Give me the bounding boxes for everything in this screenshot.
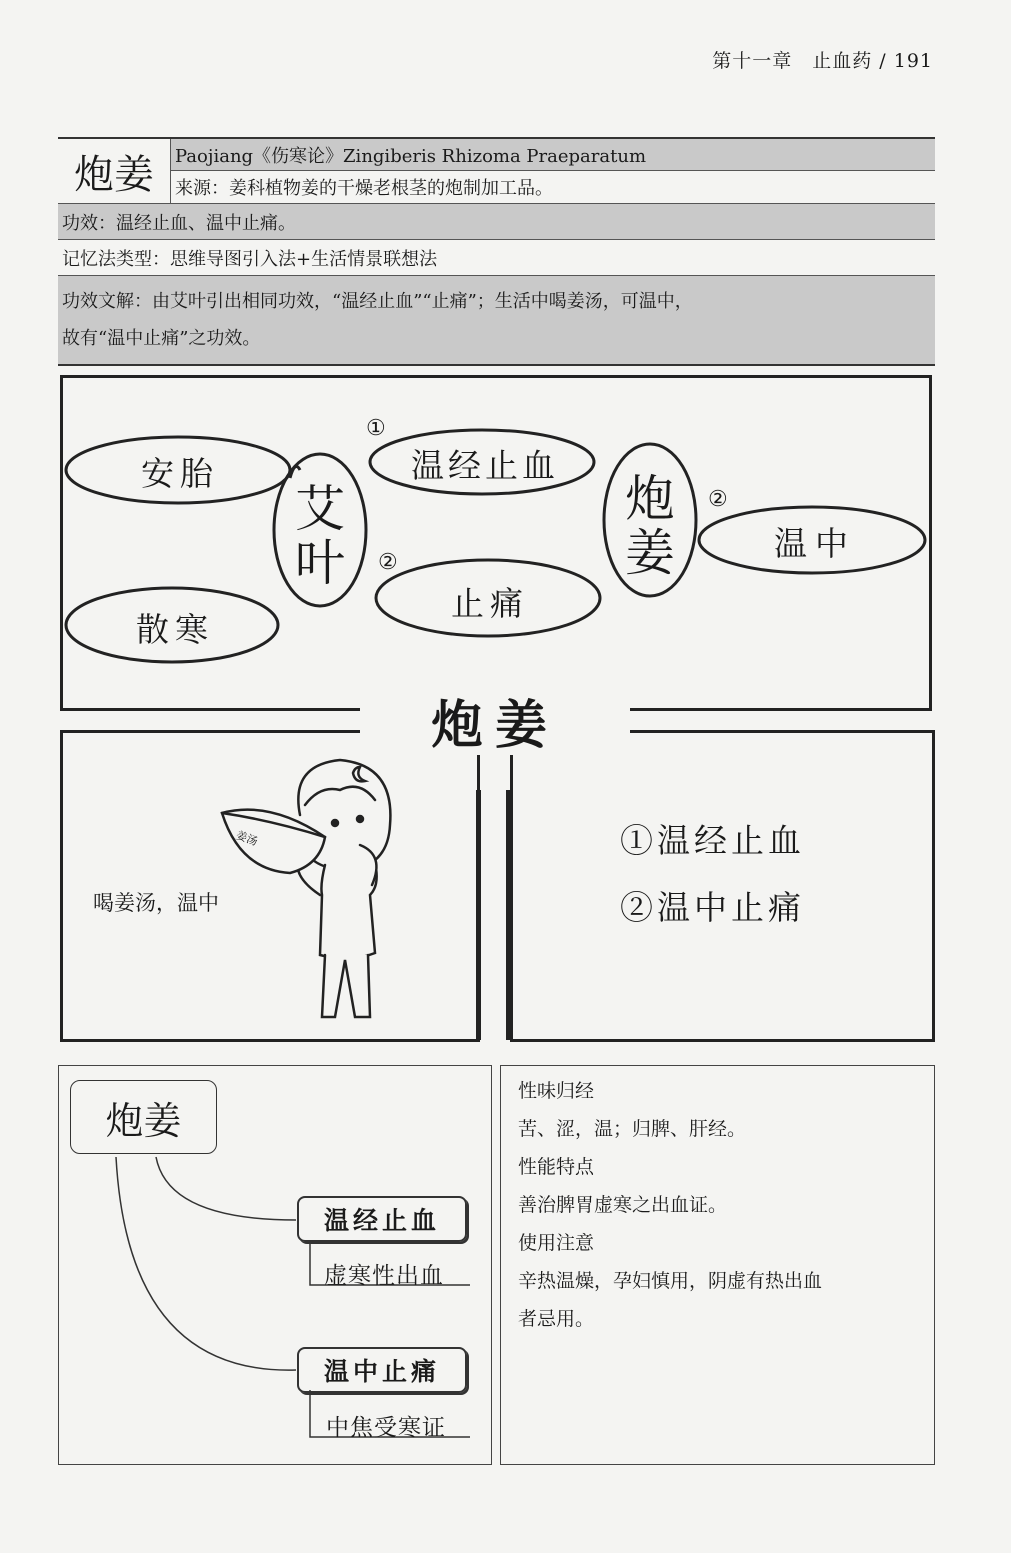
marker-two: ② <box>378 550 398 575</box>
effect-item: ①温经止血 <box>620 821 805 860</box>
explanation-line: 功效文解：由艾叶引出相同功效，“温经止血”“止痛”；生活中喝姜汤，可温中， <box>62 291 693 312</box>
herb-info-table <box>58 137 935 366</box>
bowl-label: 姜汤 <box>234 828 260 849</box>
eye <box>332 820 338 826</box>
wenzhong-label: 温中 <box>774 524 856 563</box>
herb-name: 炮姜 <box>58 139 171 203</box>
pinyin-line: Paojiang《伤寒论》Zingiberis Rhizoma Praeparatum <box>171 139 935 171</box>
person-drinking-illustration <box>210 745 430 1025</box>
divider <box>506 790 511 1040</box>
notes-text: 者忌用。 <box>518 1308 595 1330</box>
illustration-caption: 喝姜汤，温中 <box>93 891 219 915</box>
zhitong-label: 止痛 <box>451 584 529 623</box>
tree-branch: 温中止痛 <box>297 1347 467 1393</box>
notes-heading: 性味归经 <box>518 1080 595 1102</box>
tree-branch: 温经止血 <box>297 1196 467 1242</box>
page-header: 第十一章 止血药 / 191 <box>712 50 933 72</box>
notes-text: 辛热温燥，孕妇慎用，阴虚有热出血 <box>518 1270 823 1292</box>
sanhan-label: 散寒 <box>136 610 214 649</box>
divider <box>476 790 481 1040</box>
explanation-line: 故有“温中止痛”之功效。 <box>62 328 261 349</box>
wenjing-label: 温经止血 <box>411 446 559 485</box>
center-title: 炮姜 <box>360 685 630 755</box>
tree-branch-line <box>116 1157 296 1370</box>
aiye-label: 艾叶 <box>295 480 345 592</box>
tree-leaf: 中焦受寒证 <box>326 1415 446 1441</box>
anta-label: 安胎 <box>141 454 219 493</box>
paojiang-label: 炮姜 <box>625 470 675 582</box>
torso-outline <box>320 863 377 959</box>
tree-root: 炮姜 <box>70 1080 217 1154</box>
efficacy-line: 功效：温经止血、温中止痛。 <box>58 204 935 240</box>
marker-two: ② <box>708 487 728 512</box>
notes-heading: 使用注意 <box>518 1232 595 1254</box>
notes-text: 善治脾胃虚寒之出血证。 <box>518 1194 728 1216</box>
effect-item: ②温中止痛 <box>620 888 805 927</box>
marker-one: ① <box>366 416 386 441</box>
explanation-block <box>58 276 935 366</box>
tree-branch-line <box>156 1157 296 1220</box>
memory-type-line: 记忆法类型：思维导图引入法+生活情景联想法 <box>58 240 935 276</box>
tree-leaf: 虚寒性出血 <box>324 1263 444 1289</box>
legs-outline <box>322 955 370 1017</box>
notes-text: 苦、涩，温；归脾、肝经。 <box>518 1118 747 1140</box>
notes-content <box>518 1072 933 1338</box>
title-row <box>58 137 935 204</box>
notes-heading: 性能特点 <box>518 1156 595 1178</box>
source-line: 来源：姜科植物姜的干燥老根茎的炮制加工品。 <box>171 171 935 202</box>
eye <box>357 816 363 822</box>
